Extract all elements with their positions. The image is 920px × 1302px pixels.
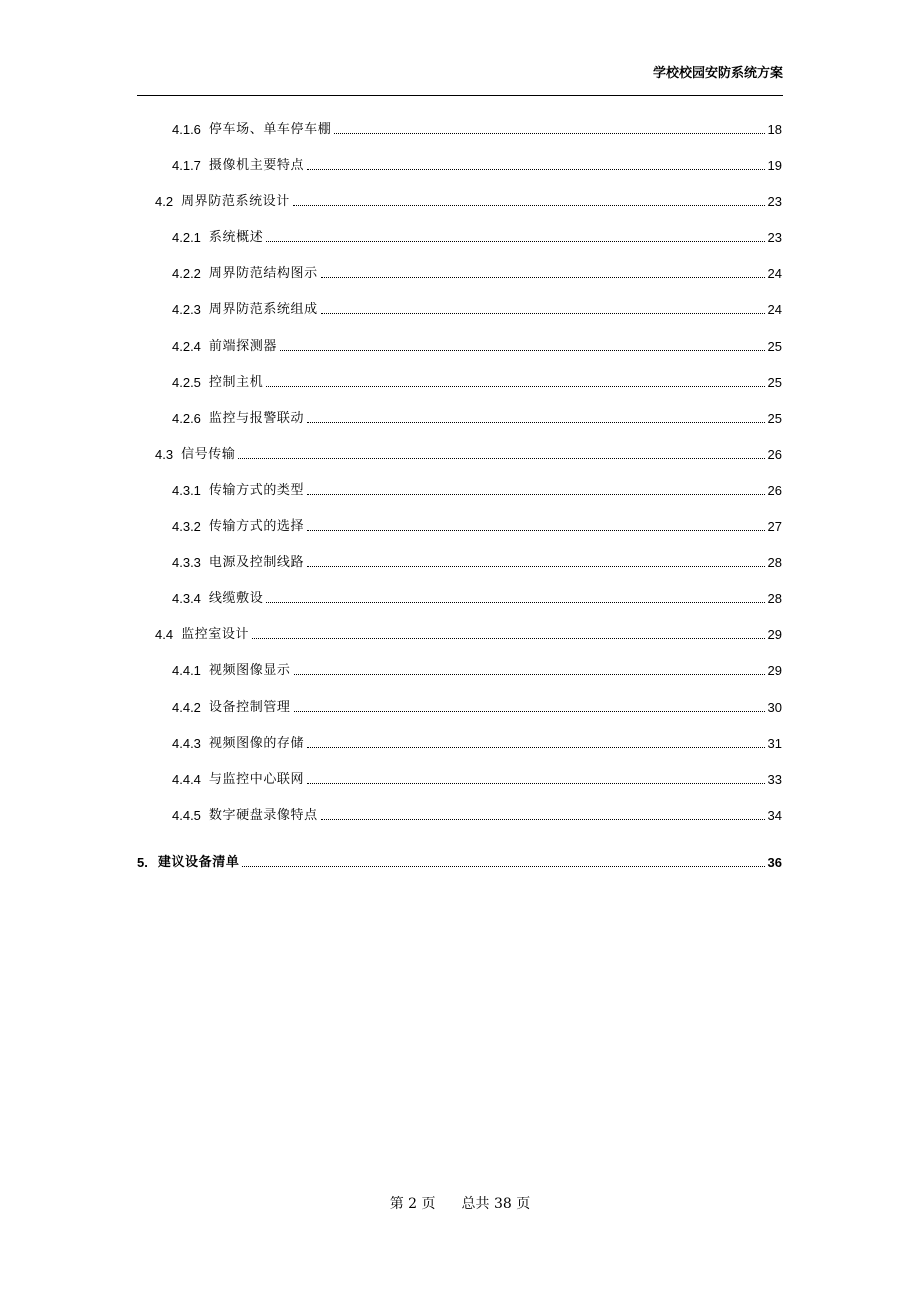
toc-entry-number: 4.4.3 — [172, 736, 201, 751]
toc-entry-page: 33 — [767, 772, 782, 787]
toc-entry-4-3-4[interactable] — [172, 588, 782, 610]
toc-entry-title: 数字硬盘录像特点 — [208, 808, 318, 823]
toc-entry-number: 4.2.3 — [172, 302, 201, 317]
toc-entry-5[interactable] — [137, 852, 782, 874]
toc-entry-page: 25 — [767, 339, 782, 354]
dot-leader — [307, 169, 764, 170]
dot-leader — [307, 494, 764, 495]
toc-entry-number: 4.3.1 — [172, 483, 201, 498]
toc-entry-number: 4.4.5 — [172, 808, 201, 823]
toc-entry-4-2-6[interactable] — [172, 408, 782, 430]
dot-leader — [293, 205, 765, 206]
dot-leader — [294, 711, 765, 712]
toc-entry-page: 34 — [767, 808, 782, 823]
toc-entry-4-1-6[interactable] — [172, 119, 782, 141]
toc-entry-page: 25 — [767, 411, 782, 426]
dot-leader — [321, 277, 765, 278]
toc-entry-4-2-4[interactable] — [172, 336, 782, 358]
dot-leader — [321, 313, 765, 314]
toc-entry-title: 周界防范系统设计 — [181, 194, 290, 209]
toc-entry-title: 建议设备清单 — [157, 855, 240, 870]
toc-entry-number: 4.3 — [155, 447, 174, 462]
dot-leader — [266, 602, 764, 603]
toc-entry-page: 36 — [767, 855, 782, 870]
toc-entry-number: 4.4.2 — [172, 700, 201, 715]
toc-entry-number: 4.3.2 — [172, 519, 201, 534]
dot-leader — [294, 674, 765, 675]
toc-entry-number: 4.2 — [155, 194, 174, 209]
dot-leader — [266, 241, 764, 242]
toc-entry-number: 4.1.6 — [172, 122, 201, 137]
toc-entry-4-4[interactable] — [155, 624, 782, 646]
toc-entry-title: 周界防范结构图示 — [208, 266, 318, 281]
toc-entry-4-4-4[interactable] — [172, 769, 782, 791]
toc-entry-title: 设备控制管理 — [208, 700, 291, 715]
toc-entry-title: 线缆敷设 — [208, 591, 264, 606]
page-footer — [0, 1192, 920, 1216]
toc-entry-4-4-3[interactable] — [172, 733, 782, 755]
toc-entry-page: 24 — [767, 302, 782, 317]
toc-entry-4-4-2[interactable] — [172, 697, 782, 719]
dot-leader — [334, 133, 764, 134]
dot-leader — [242, 866, 764, 867]
toc-entry-title: 控制主机 — [208, 375, 264, 390]
dot-leader — [238, 458, 764, 459]
toc-entry-4-4-1[interactable] — [172, 660, 782, 682]
toc-entry-number: 4.1.7 — [172, 158, 201, 173]
dot-leader — [280, 350, 765, 351]
dot-leader — [307, 747, 764, 748]
toc-entry-4-2[interactable] — [155, 191, 782, 213]
toc-entry-title: 周界防范系统组成 — [208, 302, 318, 317]
toc-entry-4-3-3[interactable] — [172, 552, 782, 574]
toc-entry-page: 18 — [767, 122, 782, 137]
toc-entry-page: 28 — [767, 555, 782, 570]
toc-entry-page: 26 — [767, 447, 782, 462]
dot-leader — [321, 819, 765, 820]
toc-entry-number: 4.3.3 — [172, 555, 201, 570]
running-header: 学校校园安防系统方案 — [652, 66, 783, 81]
toc-entry-title: 视频图像的存储 — [208, 736, 305, 751]
toc-entry-page: 28 — [767, 591, 782, 606]
dot-leader — [252, 638, 764, 639]
toc-entry-4-2-5[interactable] — [172, 372, 782, 394]
toc-entry-title: 视频图像显示 — [208, 663, 291, 678]
toc-entry-title: 信号传输 — [181, 447, 236, 462]
toc-entry-page: 25 — [767, 375, 782, 390]
toc-entry-page: 31 — [767, 736, 782, 751]
toc-entry-page: 19 — [767, 158, 782, 173]
toc-entry-number: 4.2.1 — [172, 230, 201, 245]
toc-entry-4-1-7[interactable] — [172, 155, 782, 177]
dot-leader — [307, 783, 764, 784]
toc-entry-number: 4.2.5 — [172, 375, 201, 390]
toc-entry-title: 前端探测器 — [208, 339, 277, 354]
toc-entry-page: 30 — [767, 700, 782, 715]
dot-leader — [307, 566, 764, 567]
toc-entry-title: 监控室设计 — [181, 627, 250, 642]
toc-entry-page: 27 — [767, 519, 782, 534]
dot-leader — [266, 386, 764, 387]
toc-entry-title: 电源及控制线路 — [208, 555, 305, 570]
toc-entry-page: 29 — [767, 627, 782, 642]
toc-entry-4-2-2[interactable] — [172, 263, 782, 285]
toc-entry-page: 24 — [767, 266, 782, 281]
toc-entry-page: 26 — [767, 483, 782, 498]
current-page-label: 第 2 页 — [389, 1196, 436, 1212]
dot-leader — [307, 530, 764, 531]
toc-entry-title: 传输方式的选择 — [208, 519, 305, 534]
toc-entry-number: 4.2.2 — [172, 266, 201, 281]
toc-entry-4-3-1[interactable] — [172, 480, 782, 502]
total-pages-label: 总共 38 页 — [461, 1196, 531, 1212]
toc-entry-number: 4.3.4 — [172, 591, 201, 606]
toc-entry-title: 与监控中心联网 — [208, 772, 305, 787]
toc-entry-number: 4.4 — [155, 627, 174, 642]
toc-entry-4-3-2[interactable] — [172, 516, 782, 538]
dot-leader — [307, 422, 764, 423]
toc-entry-number: 5. — [137, 855, 148, 870]
toc-entry-title: 摄像机主要特点 — [208, 158, 305, 173]
toc-entry-4-2-3[interactable] — [172, 299, 782, 321]
toc-entry-4-4-5[interactable] — [172, 805, 782, 827]
toc-entry-page: 23 — [767, 194, 782, 209]
toc-entry-4-3[interactable] — [155, 444, 782, 466]
toc-entry-number: 4.2.4 — [172, 339, 201, 354]
toc-entry-page: 29 — [767, 663, 782, 678]
toc-entry-title: 系统概述 — [208, 230, 264, 245]
toc-entry-title: 停车场、单车停车棚 — [208, 122, 332, 137]
toc-entry-page: 23 — [767, 230, 782, 245]
toc-entry-number: 4.4.4 — [172, 772, 201, 787]
toc-entry-4-2-1[interactable] — [172, 227, 782, 249]
toc-entry-number: 4.2.6 — [172, 411, 201, 426]
toc-entry-title: 监控与报警联动 — [208, 411, 305, 426]
toc-entry-number: 4.4.1 — [172, 663, 201, 678]
toc-entry-title: 传输方式的类型 — [208, 483, 305, 498]
